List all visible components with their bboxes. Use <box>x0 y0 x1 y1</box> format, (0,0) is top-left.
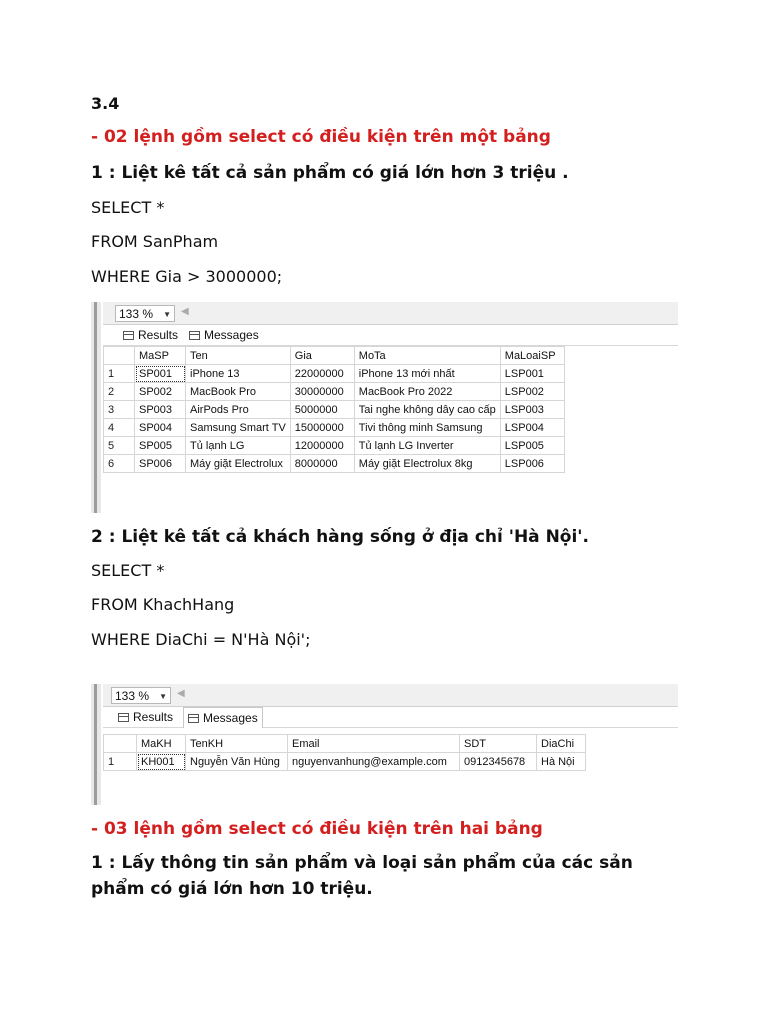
zoom-select[interactable] <box>111 687 171 704</box>
dropdown-arrow-icon: ▼ <box>163 310 171 319</box>
cell[interactable]: 12000000 <box>290 437 354 455</box>
row-number: 1 <box>104 365 135 383</box>
cell[interactable]: SP002 <box>135 383 186 401</box>
zoom-value: 133 % <box>115 689 150 703</box>
row-number-header <box>104 735 137 753</box>
cell[interactable]: Hà Nội <box>537 753 586 771</box>
scroll-left-icon[interactable]: ◀ <box>177 688 185 699</box>
header-row <box>104 347 565 365</box>
cell[interactable]: LSP006 <box>500 455 564 473</box>
query1-sql-line: FROM SanPham <box>91 232 219 251</box>
column-header[interactable]: MaSP <box>135 347 186 365</box>
cell[interactable]: LSP002 <box>500 383 564 401</box>
column-header[interactable]: SDT <box>460 735 537 753</box>
tab-results[interactable]: Results <box>123 325 178 345</box>
column-header[interactable]: Ten <box>186 347 291 365</box>
query1-sql-line: WHERE Gia > 3000000; <box>91 267 283 286</box>
row-number: 6 <box>104 455 135 473</box>
grid-icon <box>123 331 134 340</box>
column-header[interactable]: Gia <box>290 347 354 365</box>
table-row[interactable] <box>104 365 565 383</box>
heading-single-table: - 02 lệnh gồm select có điều kiện trên một bảng <box>91 127 551 147</box>
column-header[interactable]: TenKH <box>186 735 288 753</box>
column-header[interactable]: Email <box>288 735 460 753</box>
query1-sql-line: SELECT * <box>91 198 165 217</box>
result-tabs <box>103 707 678 728</box>
result-tabs <box>103 325 678 346</box>
cell[interactable]: Máy giặt Electrolux 8kg <box>354 455 500 473</box>
tab-results[interactable]: Results <box>118 707 173 727</box>
table-row[interactable] <box>104 419 565 437</box>
row-number: 2 <box>104 383 135 401</box>
cell[interactable]: KH001 <box>137 753 186 771</box>
zoom-select[interactable] <box>115 305 175 322</box>
cell[interactable]: Tủ lạnh LG <box>186 437 291 455</box>
cell[interactable]: LSP005 <box>500 437 564 455</box>
table-row[interactable] <box>104 401 565 419</box>
section-number: 3.4 <box>91 94 120 113</box>
cell[interactable]: iPhone 13 <box>186 365 291 383</box>
row-number: 1 <box>104 753 137 771</box>
table-row[interactable] <box>104 455 565 473</box>
column-header[interactable]: MaKH <box>137 735 186 753</box>
results-grid <box>103 346 565 473</box>
cell[interactable]: 15000000 <box>290 419 354 437</box>
cell[interactable]: AirPods Pro <box>186 401 291 419</box>
cell[interactable]: SP006 <box>135 455 186 473</box>
cell[interactable]: LSP001 <box>500 365 564 383</box>
cell[interactable]: MacBook Pro <box>186 383 291 401</box>
query-result-screenshot-2 <box>91 684 678 805</box>
cell[interactable]: Tivi thông minh Samsung <box>354 419 500 437</box>
query2-sql-line: SELECT * <box>91 561 165 580</box>
editor-margin <box>91 302 101 513</box>
query2-title: 2 : Liệt kê tất cả khách hàng sống ở địa chỉ 'Hà Nội'. <box>91 527 589 547</box>
results-grid <box>103 734 586 771</box>
heading-two-tables: - 03 lệnh gồm select có điều kiện trên hai bảng <box>91 819 543 839</box>
editor-margin <box>91 684 101 805</box>
zoom-value: 133 % <box>119 307 154 321</box>
messages-icon <box>189 331 200 340</box>
query2-sql-line: FROM KhachHang <box>91 595 235 614</box>
tab-messages[interactable]: Messages <box>189 325 259 345</box>
cell[interactable]: 0912345678 <box>460 753 537 771</box>
messages-icon <box>188 714 199 723</box>
cell[interactable]: SP004 <box>135 419 186 437</box>
cell[interactable]: SP003 <box>135 401 186 419</box>
cell[interactable]: 30000000 <box>290 383 354 401</box>
cell[interactable]: Máy giặt Electrolux <box>186 455 291 473</box>
table-row[interactable] <box>104 753 586 771</box>
grid-icon <box>118 713 129 722</box>
cell[interactable]: 8000000 <box>290 455 354 473</box>
row-number: 4 <box>104 419 135 437</box>
scroll-left-icon[interactable]: ◀ <box>181 306 189 317</box>
row-number-header <box>104 347 135 365</box>
cell[interactable]: Samsung Smart TV <box>186 419 291 437</box>
cell[interactable]: LSP003 <box>500 401 564 419</box>
query3-title-line1: 1 : Lấy thông tin sản phẩm và loại sản phẩm của các sản <box>91 853 633 873</box>
cell[interactable]: 22000000 <box>290 365 354 383</box>
table-row[interactable] <box>104 437 565 455</box>
cell[interactable]: iPhone 13 mới nhất <box>354 365 500 383</box>
cell[interactable]: nguyenvanhung@example.com <box>288 753 460 771</box>
cell[interactable]: SP005 <box>135 437 186 455</box>
query-result-screenshot-1 <box>91 302 678 513</box>
cell[interactable]: Nguyễn Văn Hùng <box>186 753 288 771</box>
cell[interactable]: MacBook Pro 2022 <box>354 383 500 401</box>
header-row <box>104 735 586 753</box>
tab-messages[interactable]: Messages <box>183 707 263 728</box>
column-header[interactable]: DiaChi <box>537 735 586 753</box>
dropdown-arrow-icon: ▼ <box>159 692 167 701</box>
table-row[interactable] <box>104 383 565 401</box>
row-number: 5 <box>104 437 135 455</box>
zoom-toolbar <box>103 302 678 325</box>
row-number: 3 <box>104 401 135 419</box>
cell[interactable]: 5000000 <box>290 401 354 419</box>
cell[interactable]: LSP004 <box>500 419 564 437</box>
query3-title-line2: phẩm có giá lớn hơn 10 triệu. <box>91 879 373 899</box>
query2-sql-line: WHERE DiaChi = N'Hà Nội'; <box>91 630 311 649</box>
cell[interactable]: Tủ lạnh LG Inverter <box>354 437 500 455</box>
cell[interactable]: Tai nghe không dây cao cấp <box>354 401 500 419</box>
column-header[interactable]: MoTa <box>354 347 500 365</box>
cell[interactable]: SP001 <box>135 365 186 383</box>
column-header[interactable]: MaLoaiSP <box>500 347 564 365</box>
query1-title: 1 : Liệt kê tất cả sản phẩm có giá lớn hơn 3 triệu . <box>91 163 569 183</box>
zoom-toolbar <box>103 684 678 707</box>
